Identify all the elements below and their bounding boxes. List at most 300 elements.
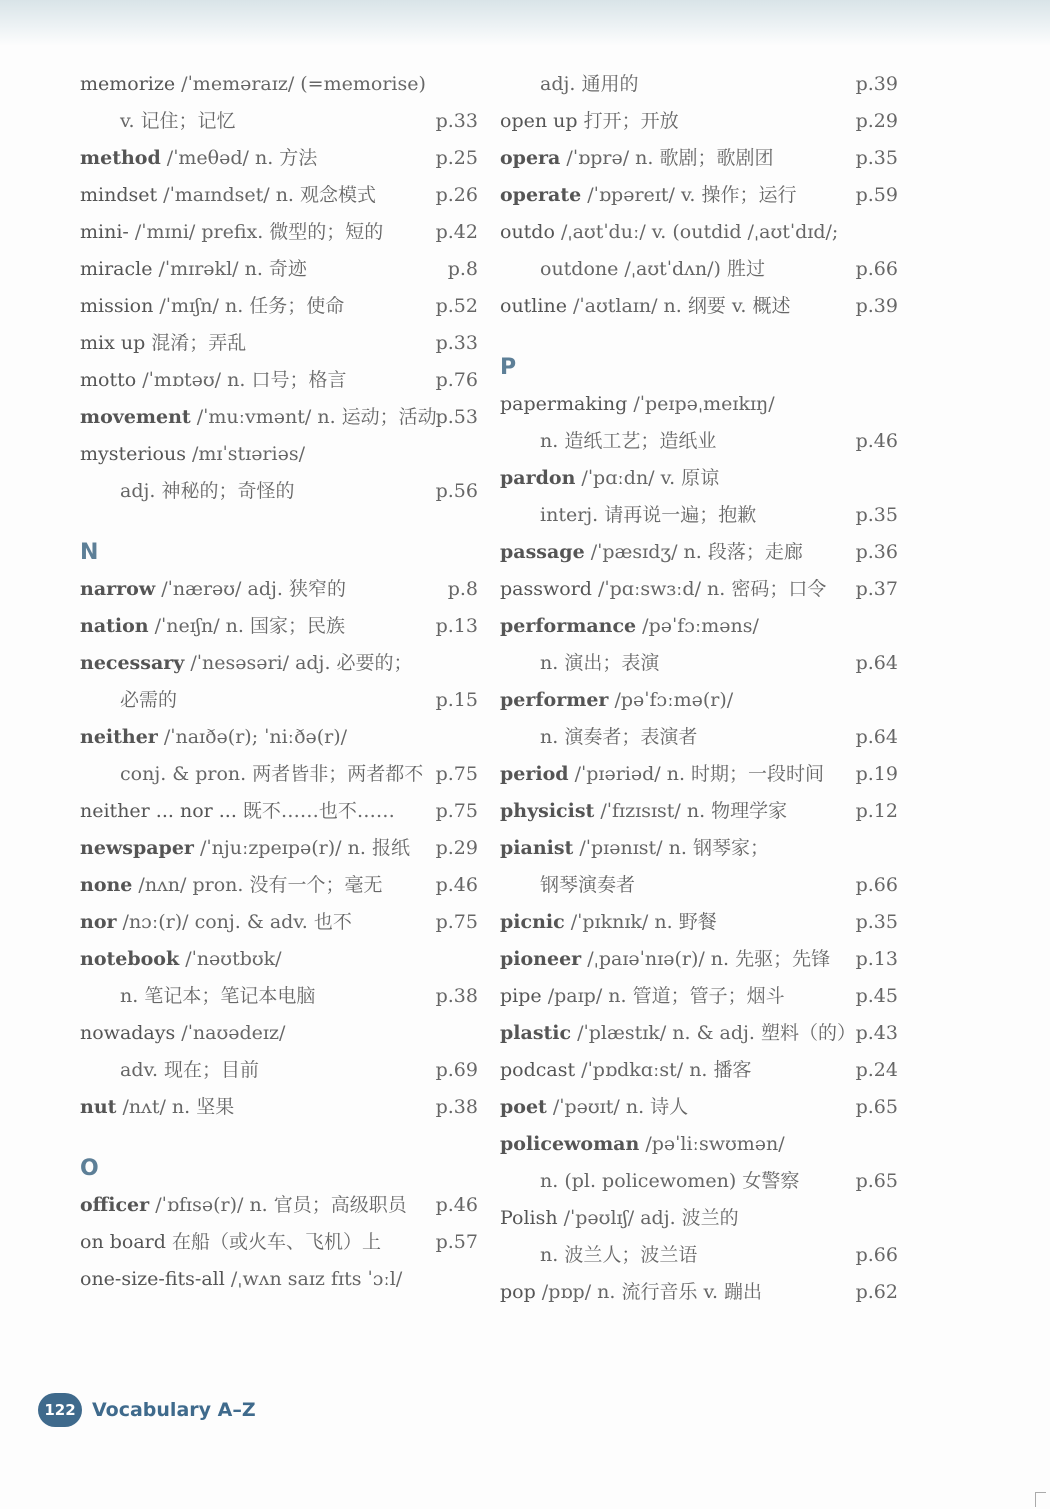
page-reference: p.36 [855, 541, 898, 563]
vocab-entry-line [80, 1261, 480, 1298]
vocab-entry-line [500, 608, 900, 645]
vocab-entry-line [80, 904, 480, 941]
vocab-entry-line [500, 904, 900, 941]
entry-text [500, 645, 659, 682]
entry-text [500, 904, 717, 941]
entry-text [80, 288, 344, 325]
pronunciation: /ˈaʊtlaɪn/ [566, 295, 664, 317]
definition: conj. & pron. 两者皆非；两者都不 [120, 763, 424, 785]
vocab-entry-line [500, 497, 900, 534]
entry-text [500, 288, 790, 325]
vocab-entry-line [80, 1187, 480, 1224]
pronunciation: /pəˈfɔːməns/ [636, 615, 759, 637]
entry-text [80, 436, 305, 473]
vocab-entry-line [500, 288, 900, 325]
pronunciation: /paɪp/ [541, 985, 609, 1007]
vocab-entry-line [500, 682, 900, 719]
page-reference: p.13 [435, 615, 478, 637]
page-reference: p.46 [435, 1194, 478, 1216]
headword: mindset [80, 184, 158, 206]
definition: n. 报纸 [347, 837, 410, 859]
entry-text [500, 423, 716, 460]
pronunciation: /ˈplæstɪk/ [571, 1022, 673, 1044]
pronunciation: /ˈmuːvmənt/ [190, 406, 318, 428]
headword: period [500, 763, 569, 785]
vocab-entry-line [80, 719, 480, 756]
headword: mix up [80, 332, 146, 354]
definition: conj. & adv. 也不 [194, 911, 352, 933]
page-reference: p.52 [435, 295, 478, 317]
entry-text [500, 177, 797, 214]
entry-text [80, 1187, 407, 1224]
headword: outline [500, 295, 567, 317]
vocab-entry-line [80, 103, 480, 140]
headword: motto [80, 369, 137, 391]
pronunciation: /ˈmɪni/ [128, 221, 202, 243]
entry-text [500, 719, 697, 756]
entry-text [80, 1052, 259, 1089]
entry-text [500, 793, 787, 830]
definition: n. 笔记本；笔记本电脑 [120, 985, 316, 1007]
vocab-entry-line [80, 436, 480, 473]
entry-text [500, 386, 775, 423]
pronunciation: /ˈɒprə/ [560, 147, 636, 169]
page-reference: p.38 [435, 985, 478, 1007]
vocab-entry-line [80, 978, 480, 1015]
definition: n. 播客 [689, 1059, 752, 1081]
definition: n. 物理学家 [686, 800, 788, 822]
pronunciation: /ˈmɒtəʊ/ [136, 369, 228, 391]
vocab-entry-line [500, 1200, 900, 1237]
definition: prefix. 微型的；短的 [201, 221, 384, 243]
entry-text [80, 645, 413, 682]
pronunciation: /ˈneɪʃn/ [148, 615, 226, 637]
definition: n. 坚果 [171, 1096, 235, 1118]
pronunciation: /nʌt/ [116, 1096, 172, 1118]
page-reference: p.59 [855, 184, 898, 206]
entry-text [500, 867, 635, 904]
pronunciation: /ˈpəʊlɪʃ/ [557, 1207, 641, 1229]
pronunciation: /ˈmaɪndset/ [157, 184, 276, 206]
headword: Polish [500, 1207, 558, 1229]
headword: officer [80, 1194, 150, 1216]
definition: n. 奇迹 [244, 258, 307, 280]
pronunciation: /ˈpæsɪdʒ/ [584, 541, 684, 563]
vocab-entry-line [500, 140, 900, 177]
entry-text [80, 140, 317, 177]
section-letter: O [80, 1156, 99, 1181]
pronunciation: /pəˈliːswʊmən/ [639, 1133, 785, 1155]
entry-text [80, 399, 437, 436]
pronunciation: /ˈpɑːswɜːd/ [591, 578, 708, 600]
headword: mission [80, 295, 154, 317]
entry-text [80, 830, 410, 867]
page-reference: p.75 [435, 800, 478, 822]
section-letter: N [80, 540, 99, 565]
entry-text [80, 103, 236, 140]
page-reference: p.43 [855, 1022, 898, 1044]
headword: performance [500, 615, 637, 637]
entry-text [80, 251, 307, 288]
headword: policewoman [500, 1133, 640, 1155]
entry-text [500, 571, 826, 608]
pronunciation: /ˈfɪzɪsɪst/ [594, 800, 687, 822]
definition: n. 国家；民族 [225, 615, 345, 637]
page-reference: p.35 [855, 911, 898, 933]
pronunciation: /ˈmɪʃn/ [153, 295, 225, 317]
definition: n. 纲要 v. 概述 [663, 295, 791, 317]
definition: 既不……也不…… [242, 800, 395, 822]
page-reference: p.37 [855, 578, 898, 600]
headword: neither ... nor ... [80, 800, 237, 822]
vocab-entry-line [80, 756, 480, 793]
page-reference: p.46 [435, 874, 478, 896]
section-gap [500, 325, 900, 349]
definition: n. 诗人 [625, 1096, 689, 1118]
headword: nor [80, 911, 117, 933]
entry-text [80, 867, 383, 904]
entry-text [500, 978, 785, 1015]
headword: mini- [80, 221, 129, 243]
vocab-entry-line [80, 830, 480, 867]
definition: n. 时期；一段时间 [666, 763, 825, 785]
headword: outdo [500, 221, 555, 243]
vocab-entry-line [500, 66, 900, 103]
definition: adj. 通用的 [540, 73, 639, 95]
pronunciation: /ˈɒfɪsə(r)/ [149, 1194, 250, 1216]
headword: memorize [80, 73, 176, 95]
pronunciation: /pɒp/ [535, 1281, 598, 1303]
headword: mysterious [80, 443, 186, 465]
page-reference: p.12 [855, 800, 898, 822]
page-reference: p.19 [855, 763, 898, 785]
entry-text [80, 719, 347, 756]
vocab-entry-line [80, 608, 480, 645]
vocab-entry-line [500, 1163, 900, 1200]
page-reference: p.39 [855, 295, 898, 317]
page-reference: p.8 [447, 258, 478, 280]
page-reference: p.69 [435, 1059, 478, 1081]
definition: n. 任务；使命 [224, 295, 345, 317]
vocab-entry-line [500, 1126, 900, 1163]
page-reference: p.53 [435, 406, 478, 428]
page-reference: p.75 [435, 911, 478, 933]
vocab-entry-line [80, 399, 480, 436]
definition: adj. 波兰的 [640, 1207, 739, 1229]
vocab-entry-line [500, 214, 900, 251]
entry-text [500, 830, 769, 867]
headword: operate [500, 184, 582, 206]
definition: n. 钢琴家； [668, 837, 769, 859]
page-reference: p.29 [855, 110, 898, 132]
entry-text [500, 941, 830, 978]
definition: v. 操作；运行 [680, 184, 797, 206]
vocab-entry-line [500, 645, 900, 682]
entry-text [500, 460, 719, 497]
page-reference: p.8 [447, 578, 478, 600]
vocab-entry-line [80, 1015, 480, 1052]
headword: podcast [500, 1059, 576, 1081]
pronunciation: /ˈnaɪðə(r); ˈniːðə(r)/ [157, 726, 348, 748]
definition: 钢琴演奏者 [540, 874, 636, 896]
vocab-entry-line [80, 571, 480, 608]
page-reference: p.46 [855, 430, 898, 452]
headword: passage [500, 541, 585, 563]
vocab-entry-line [80, 288, 480, 325]
definition: n. 演出；表演 [540, 652, 660, 674]
headword: nowadays [80, 1022, 176, 1044]
entry-text [500, 1052, 752, 1089]
entry-text [80, 473, 294, 510]
vocab-entry-line [80, 1052, 480, 1089]
page-reference: p.62 [855, 1281, 898, 1303]
pronunciation: /ˈpeɪpəˌmeɪkɪŋ/ [627, 393, 775, 415]
headword: picnic [500, 911, 565, 933]
headword: pop [500, 1281, 536, 1303]
definition: n. 口号；格言 [227, 369, 347, 391]
page-reference: p.39 [855, 73, 898, 95]
pronunciation: /ˈnaʊədeɪz/ [175, 1022, 286, 1044]
vocab-entry-line [500, 571, 900, 608]
headword: neither [80, 726, 158, 748]
definition: n. 密码；口令 [707, 578, 827, 600]
pronunciation: /ˌaʊtˈduː/ [554, 221, 652, 243]
headword: opera [500, 147, 561, 169]
definition: n. 野餐 [654, 911, 717, 933]
entry-text [80, 904, 352, 941]
vocab-entry-line [80, 793, 480, 830]
headword: miracle [80, 258, 153, 280]
pronunciation: /ˌpaɪəˈnɪə(r)/ [581, 948, 711, 970]
section-letter: P [500, 355, 517, 380]
entry-text [500, 1163, 799, 1200]
definition: n. & adj. 塑料（的） [672, 1022, 856, 1044]
entry-text [80, 177, 376, 214]
vocab-entry-line [80, 645, 480, 682]
pronunciation: /ˈnjuːzpeɪpə(r)/ [193, 837, 348, 859]
pronunciation: /ˈpəʊɪt/ [546, 1096, 626, 1118]
pronunciation: /ˈpɪənɪst/ [573, 837, 669, 859]
pronunciation: /ˈmɪrəkl/ [152, 258, 245, 280]
vocab-entry-line [80, 473, 480, 510]
page-reference: p.42 [435, 221, 478, 243]
vocab-entry-line [500, 867, 900, 904]
entry-text [80, 756, 423, 793]
definition: n. 波兰人；波兰语 [540, 1244, 698, 1266]
headword: on board [80, 1231, 166, 1253]
vocab-entry-line [80, 251, 480, 288]
definition: pron. 没有一个；毫无 [192, 874, 383, 896]
page-reference: p.66 [855, 874, 898, 896]
page-reference: p.33 [435, 332, 478, 354]
page-number-badge: 122 [38, 1393, 82, 1427]
definition: adv. 现在；目前 [120, 1059, 260, 1081]
entry-text [500, 1015, 856, 1052]
definition: 混淆；弄乱 [151, 332, 247, 354]
headword: nation [80, 615, 149, 637]
vocab-entry-line [500, 719, 900, 756]
headword: necessary [80, 652, 185, 674]
vocab-entry-line [500, 978, 900, 1015]
page-reference: p.35 [855, 504, 898, 526]
headword: pianist [500, 837, 574, 859]
definition: v. 原谅 [660, 467, 720, 489]
entry-text [80, 571, 346, 608]
pronunciation: /nɔː(r)/ [116, 911, 195, 933]
definition: 在船（或火车、飞机）上 [171, 1231, 381, 1253]
definition: v. (outdid /ˌaʊtˈdɪd/; [651, 221, 839, 243]
pronunciation: /nʌn/ [132, 874, 193, 896]
entry-text [500, 1126, 785, 1163]
page-reference: p.26 [435, 184, 478, 206]
entry-text [500, 756, 824, 793]
entry-text [500, 534, 803, 571]
headword: poet [500, 1096, 547, 1118]
definition: n. (pl. policewomen) 女警察 [540, 1170, 800, 1192]
definition: n. 先驱；先锋 [710, 948, 831, 970]
page-reference: p.64 [855, 726, 898, 748]
entry-text [80, 1261, 402, 1298]
headword: one-size-fits-all [80, 1268, 225, 1290]
definition: 必需的 [120, 689, 178, 711]
entry-text [80, 941, 282, 978]
entry-text [80, 608, 345, 645]
headword: narrow [80, 578, 156, 600]
definition: interj. 请再说一遍；抱歉 [540, 504, 757, 526]
definition: adj. 狭窄的 [247, 578, 346, 600]
top-decorative-band [0, 0, 1050, 46]
definition: (=memorise) [300, 73, 426, 95]
pronunciation: /ˈmeθəd/ [160, 147, 255, 169]
vocab-entry-line [500, 534, 900, 571]
page-footer [38, 1392, 256, 1428]
pronunciation: /pəˈfɔːmə(r)/ [608, 689, 734, 711]
page-reference: p.75 [435, 763, 478, 785]
pronunciation: /ˈnəʊtbʊk/ [179, 948, 282, 970]
vocab-entry-line [80, 867, 480, 904]
page-reference: p.76 [435, 369, 478, 391]
vocab-entry-line [80, 177, 480, 214]
page-reference: p.15 [435, 689, 478, 711]
entry-text [500, 497, 756, 534]
definition: n. 歌剧；歌剧团 [635, 147, 774, 169]
page-reference: p.65 [855, 1170, 898, 1192]
headword: pardon [500, 467, 576, 489]
left-column [80, 66, 480, 1298]
entry-text [500, 1200, 739, 1237]
vocab-entry-line [500, 793, 900, 830]
entry-text [80, 1224, 381, 1261]
definition: n. 流行音乐 v. 蹦出 [597, 1281, 763, 1303]
entry-text [500, 1237, 697, 1274]
entry-text [80, 793, 395, 830]
page-reference: p.66 [855, 1244, 898, 1266]
definition: n. 方法 [254, 147, 318, 169]
definition: n. 官员；高级职员 [249, 1194, 407, 1216]
vocab-entry-line [80, 682, 480, 719]
definition: 打开；开放 [583, 110, 679, 132]
entry-text [500, 608, 759, 645]
entry-text [500, 682, 733, 719]
headword: password [500, 578, 592, 600]
definition: n. 演奏者；表演者 [540, 726, 698, 748]
right-column [500, 66, 900, 1311]
pronunciation: /ˈpɪknɪk/ [564, 911, 655, 933]
vocab-entry-line [500, 177, 900, 214]
vocab-entry-line [80, 325, 480, 362]
vocab-entry-line [80, 362, 480, 399]
headword: pipe [500, 985, 542, 1007]
vocab-entry-line [500, 1089, 900, 1126]
page-reference: p.25 [435, 147, 478, 169]
entry-text [500, 66, 638, 103]
headword: performer [500, 689, 609, 711]
definition: n. 管道；管子；烟斗 [608, 985, 785, 1007]
pronunciation: /ˈɒpəreɪt/ [581, 184, 681, 206]
vocab-entry-line [500, 251, 900, 288]
page-reference: p.66 [855, 258, 898, 280]
entry-text [500, 251, 765, 288]
entry-text [80, 66, 426, 103]
definition: n. 观念模式 [275, 184, 377, 206]
page-reference: p.24 [855, 1059, 898, 1081]
entry-text [500, 103, 679, 140]
page-reference: p.45 [855, 985, 898, 1007]
definition: n. 造纸工艺；造纸业 [540, 430, 717, 452]
page-reference: p.65 [855, 1096, 898, 1118]
headword: pioneer [500, 948, 582, 970]
vocab-entry-line [80, 140, 480, 177]
vocab-entry-line [500, 1052, 900, 1089]
page-reference: p.57 [435, 1231, 478, 1253]
definition: outdone /ˌaʊtˈdʌn/) 胜过 [540, 258, 766, 280]
definition: n. 段落；走廊 [683, 541, 803, 563]
entry-text [80, 214, 383, 251]
pronunciation: /ˈmeməraɪz/ [175, 73, 301, 95]
vocab-entry-line [80, 214, 480, 251]
entry-text [500, 1274, 762, 1311]
page-reference: p.35 [855, 147, 898, 169]
entry-text [80, 978, 315, 1015]
entry-text [80, 1015, 285, 1052]
headword: none [80, 874, 133, 896]
headword: plastic [500, 1022, 572, 1044]
pronunciation: /mɪˈstɪəriəs/ [185, 443, 305, 465]
definition: v. 记住；记忆 [120, 110, 236, 132]
vocab-entry-line [80, 1224, 480, 1261]
headword: notebook [80, 948, 180, 970]
entry-text [80, 682, 177, 719]
vocab-entry-line [500, 103, 900, 140]
entry-text [80, 325, 246, 362]
vocab-entry-line [500, 1015, 900, 1052]
entry-text [500, 214, 838, 251]
pronunciation: /ˈpɑːdn/ [575, 467, 661, 489]
headword: papermaking [500, 393, 628, 415]
vocab-entry-line [500, 941, 900, 978]
entry-text [80, 1089, 234, 1126]
section-gap [80, 510, 480, 534]
page-reference: p.29 [435, 837, 478, 859]
page-reference: p.33 [435, 110, 478, 132]
vocab-entry-line [500, 386, 900, 423]
entry-text [80, 362, 346, 399]
headword: open up [500, 110, 578, 132]
definition: adj. 必要的； [295, 652, 413, 674]
page-reference: p.64 [855, 652, 898, 674]
entry-text [500, 1089, 688, 1126]
pronunciation: /ˈpɒdkɑːst/ [575, 1059, 690, 1081]
